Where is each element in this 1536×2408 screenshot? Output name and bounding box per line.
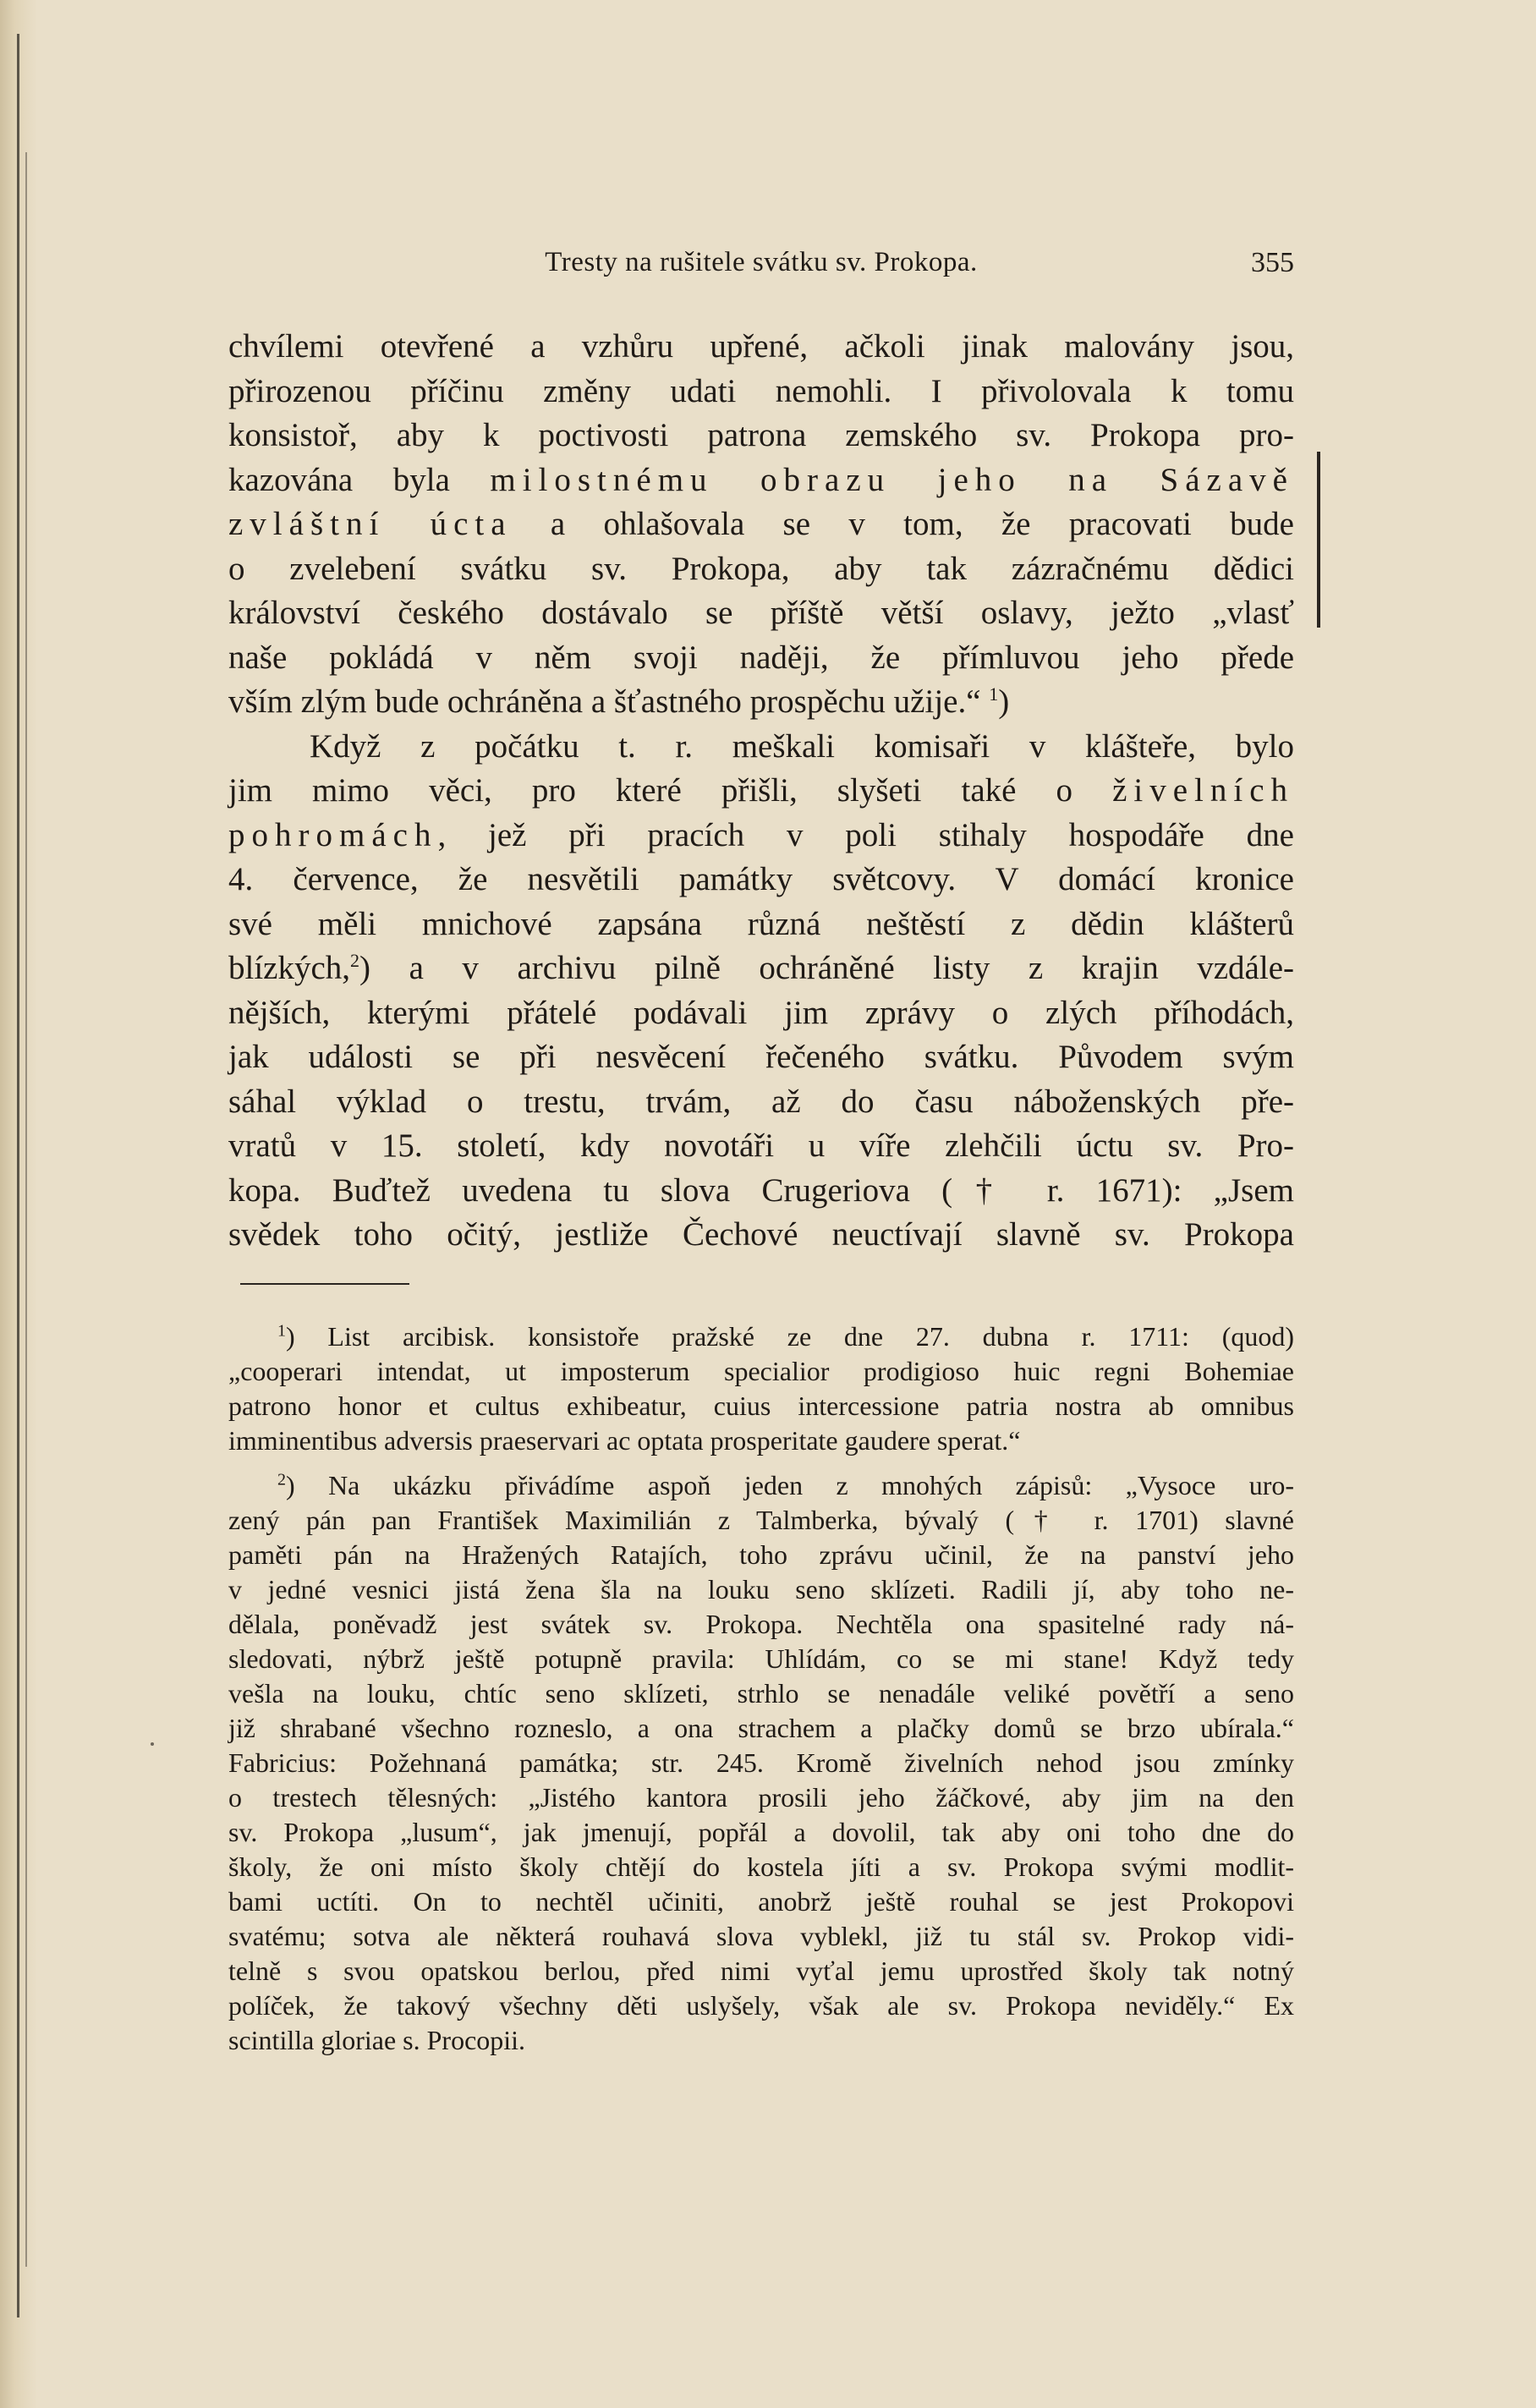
- text-line: jim mimo věci, pro které přišli, slyšeti také o živelních: [228, 772, 1294, 809]
- text-line: jak události se při nesvěcení řečeného svátku. Původem svým: [228, 1039, 1294, 1075]
- text-line: své měli mnichové zapsána různá neštěstí z dědin klášterů: [228, 905, 1294, 942]
- text-line: Když z počátku t. r. meškali komisaři v klášteře, bylo: [310, 727, 1294, 765]
- footnote-line: políček, že takový všechny děti uslyšely, však ale sv. Prokopa neviděly.“ Ex: [228, 1990, 1294, 2021]
- text-line: o zvelebení svátku sv. Prokopa, aby tak zázračnému dědici: [228, 550, 1294, 587]
- footnote-line: sledovati, nýbrž ještě potupně pravila: Uhlídám, co se mi stane! Když tedy: [228, 1643, 1294, 1674]
- footnote-line: dělala, poněvadž jest svátek sv. Prokopa. Nechtěla ona spasitelné rady ná-: [228, 1609, 1294, 1639]
- footnote-line: paměti pán na Hražených Ratajích, toho zprávu učinil, že na panství jeho: [228, 1539, 1294, 1570]
- footnote-line: v jedné vesnici jistá žena šla na louku seno sklízeti. Radili jí, aby toho ne-: [228, 1574, 1294, 1604]
- text-line: přirozenou příčinu změny udati nemohli. I přivolovala k tomu: [228, 372, 1294, 409]
- emphasized-text: pohromách: [228, 816, 438, 853]
- text-line: sáhal výklad o trestu, trvám, až do času náboženských pře-: [228, 1083, 1294, 1120]
- text-line: kazována byla milostnému obrazu jeho na Sázavě: [228, 461, 1294, 498]
- footnote-ref: 2: [350, 950, 360, 971]
- footnote-line: svatému; sotva ale některá rouhavá slova vyblekl, již tu stál sv. Prokop vidi-: [228, 1921, 1294, 1951]
- text-line: blízkých,$^2$) a v archivu pilně ochráněné listy z krajin vzdále-: [228, 950, 1294, 986]
- footnote-marker: 2: [277, 1470, 286, 1489]
- text-line: chvílemi otevřené a vzhůru upřené, ačkoli jinak malovány jsou,: [228, 328, 1294, 365]
- text-line: království českého dostávalo se příště větší oslavy, ježto „vlasť: [228, 595, 1294, 631]
- emphasized-text: živelních: [1112, 772, 1294, 809]
- footnote-ref: 1: [989, 683, 999, 705]
- footnotes: [228, 1319, 1294, 2068]
- text-line: 4. července, že nesvětili památky světcovy. V domácí kronice: [228, 861, 1294, 897]
- text-line: vratů v 15. století, kdy novotáři u víře zlehčili úctu sv. Pro-: [228, 1127, 1294, 1164]
- footnote-line: $^1$) List arcibisk. konsistoře pražské ze dne 27. dubna r. 1711: (quod): [277, 1321, 1294, 1352]
- footnote-line: telně s svou opatskou berlou, před nimi vyťal jemu uprostřed školy tak notný: [228, 1955, 1294, 1986]
- footnote-line: scintilla gloriae s. Procopii.: [228, 2025, 526, 2055]
- running-title: Tresty na rušitele svátku sv. Prokopa.: [545, 247, 978, 277]
- text-line: pohromách, jež při pracích v poli stihaly hospodáře dne: [228, 816, 1294, 853]
- footnote-line: patrono honor et cultus exhibeatur, cuius intercessione patria nostra ab omnibus: [228, 1390, 1294, 1421]
- footnote-line: zený pán pan František Maximilián z Talmberka, bývalý († r. 1701) slavné: [228, 1505, 1294, 1535]
- text-line: konsistoř, aby k poctivosti patrona zemského sv. Prokopa pro-: [228, 417, 1294, 453]
- footnote-line: vešla na louku, chtíc seno sklízeti, strhlo se nenadále veliké povětří a seno: [228, 1678, 1294, 1709]
- text-line: zvláštní úcta a ohlašovala se v tom, že pracovati bude: [228, 506, 1294, 542]
- text-line: kopa. Buďtež uvedena tu slova Crugeriova († r. 1671): „Jsem: [228, 1171, 1294, 1209]
- footnote-line: imminentibus adversis praeservari ac optata prosperitate gaudere sperat.“: [228, 1425, 1021, 1456]
- page-header: [228, 247, 1294, 284]
- footnote-line: školy, že oni místo školy chtějí do kostela jíti a sv. Prokopa svými modlit-: [228, 1851, 1294, 1882]
- footnote-separator: [240, 1283, 409, 1285]
- paper-speck: [151, 1742, 154, 1746]
- footnote-line: Fabricius: Požehnaná památka; str. 245. Kromě živelních nehod jsou zmínky: [228, 1747, 1294, 1778]
- emphasized-text: zvláštní úcta: [228, 506, 513, 542]
- text-line: naše pokládá v něm svoji naději, že přímluvou jeho přede: [228, 639, 1294, 676]
- footnote-marker: 1: [277, 1321, 286, 1341]
- main-text: [228, 325, 1294, 1258]
- text-line: svědek toho očitý, jestliže Čechové neuctívají slavně sv. Prokopa: [228, 1216, 1294, 1253]
- footnote-line: bami uctíti. On to nechtěl učiniti, anobrž ještě rouhal se jest Prokopovi: [228, 1886, 1294, 1917]
- text-line: vším zlým bude ochráněna a šťastného prospěchu užije.“ $^1$): [228, 683, 1010, 720]
- footnote-line: $^2$) Na ukázku přivádíme aspoň jeden z mnohých zápisů: „Vysoce uro-: [277, 1470, 1294, 1500]
- footnote-line: sv. Prokopa „lusum“, jak jmenují, popřál a dovolil, tak aby oni toho dne do: [228, 1817, 1294, 1847]
- binding-edge-line: [17, 34, 19, 2317]
- margin-marking: [1317, 452, 1320, 628]
- footnote-line: již shrabané všechno rozneslo, a ona strachem a plačky domů se brzo ubírala.“: [228, 1713, 1294, 1743]
- text-line: nějších, kterými přátelé podávali jim zprávy o zlých příhodách,: [228, 994, 1294, 1031]
- footnote-2: [228, 1468, 1294, 2058]
- page-number: 355: [1251, 247, 1294, 278]
- emphasized-text: milostnému obrazu jeho na Sázavě: [490, 461, 1294, 498]
- footnote-line: „cooperari intendat, ut imposterum specialior prodigioso huic regni Bohemiae: [228, 1356, 1294, 1386]
- footnote-line: o trestech tělesných: „Jistého kantora prosili jeho žáčkové, aby jim na den: [228, 1782, 1294, 1813]
- footnote-1: [228, 1319, 1294, 1458]
- binding-edge-line-inner: [25, 152, 27, 2267]
